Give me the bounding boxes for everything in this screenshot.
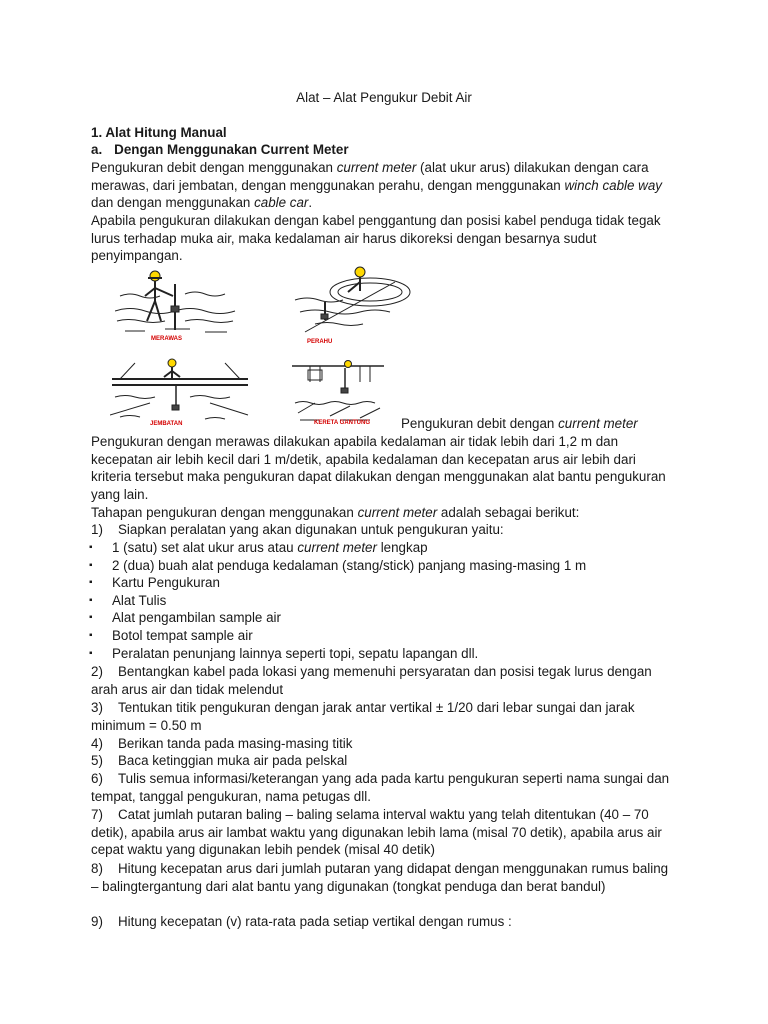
equipment-list (91, 539, 679, 662)
bullet-icon: ▪ (89, 647, 93, 659)
figure-perahu (285, 262, 415, 346)
paragraph-cable: Apabila pengukuran dilakukan dengan kabel penggantung dan posisi kabel penduga tidak tegak lurus terhadap muka air, maka kedalaman air harus dikoreksi dengan besarnya sudut penyimpangan. (91, 213, 661, 264)
step-number: 9) (91, 914, 103, 929)
step-3 (91, 699, 679, 734)
paragraph-steps-intro (91, 504, 679, 522)
figure-kereta-gantung (290, 358, 386, 428)
section-heading-a (91, 141, 679, 159)
step-text: Tentukan titik pengukuran dengan jarak antar vertikal ± 1/20 dari lebar sungai dan jarak minimum = 0.50 m (91, 700, 635, 733)
jembatan-illustration (110, 357, 250, 429)
step-number: 1) (91, 522, 103, 537)
bullet-text-4: Alat Tulis (112, 592, 167, 608)
step-number: 7) (91, 807, 103, 822)
step-number: 3) (91, 700, 103, 715)
para1-italic-1: current meter (336, 160, 417, 175)
step-7 (91, 806, 679, 859)
para4-italic-1: current meter (357, 505, 438, 520)
figure-label-merawas: MERAWAS (151, 336, 183, 342)
bullet-text-1: 1 (satu) set alat ukur arus atau (112, 540, 298, 555)
step-5 (91, 752, 679, 770)
section-label: Dengan Menggunakan Current Meter (114, 142, 349, 157)
bullet-icon: ▪ (89, 559, 93, 571)
step-number: 4) (91, 736, 103, 751)
bullet-text-3: Kartu Pengukuran (112, 575, 220, 591)
perahu-illustration (285, 262, 415, 346)
para1-text-1: Pengukuran debit dengan menggunakan (91, 160, 337, 175)
para1-text-2: (alat ukur arus) dilakukan dengan cara merawas, dari jembatan, dengan menggunakan perahu, dengan menggunakan (91, 160, 649, 193)
bullet-text-2: 2 (dua) buah alat penduga kedalaman (stang/stick) panjang masing-masing 1 m (112, 557, 587, 573)
step-4 (91, 735, 679, 753)
list-item (91, 645, 679, 663)
figure-label-perahu: PERAHU (307, 339, 333, 345)
document-title: Alat – Alat Pengukur Debit Air (296, 90, 472, 105)
list-item (91, 539, 679, 557)
figure-merawas (115, 266, 243, 346)
step-text: Baca ketinggian muka air pada pelskal (118, 753, 348, 768)
list-item (91, 609, 679, 627)
list-item (91, 574, 679, 592)
bullet-italic-1: current meter (297, 540, 377, 555)
para1-italic-3: cable car (254, 195, 309, 211)
para1-italic-2: winch cable way (564, 177, 662, 193)
list-item (91, 627, 679, 645)
section-marker: a. (91, 142, 103, 157)
kereta-gantung-illustration (290, 358, 386, 428)
step-text: Hitung kecepatan arus dari jumlah putaran yang didapat dengan menggunakan rumus baling – balingtergantung dari alat bantu yang digunakan (tongkat penduga dan berat bandul) (91, 861, 669, 894)
bullet-icon: ▪ (89, 612, 93, 624)
caption-text: Pengukuran debit dengan (401, 416, 559, 431)
step-text: Catat jumlah putaran baling – baling selama interval waktu yang telah ditentukan (40 – 70 detik), apabila arus air lambat waktu yang digunakan lebih lama (misal 70 detik), apabila arus air cepat waktu yang digunakan lebih pendek (misal 40 detik) (91, 807, 662, 858)
step-1 (91, 521, 679, 539)
bullet-icon: ▪ (89, 577, 93, 589)
para1-text-3: dan dengan menggunakan (91, 195, 255, 211)
merawas-illustration (115, 266, 243, 346)
step-2 (91, 663, 679, 698)
section-heading-1: 1. Alat Hitung Manual (91, 125, 227, 140)
bullet-text-6: Botol tempat sample air (112, 627, 253, 643)
figure-caption (401, 415, 638, 433)
bullet-icon: ▪ (89, 629, 93, 641)
bullet-text-1b: lengkap (376, 540, 428, 555)
step-text: Hitung kecepatan (v) rata-rata pada setiap vertikal dengan rumus : (118, 914, 512, 929)
step-number: 2) (91, 664, 103, 679)
step-8 (91, 860, 679, 895)
figure-jembatan (110, 357, 250, 429)
para4-text-1: Tahapan pengukuran dengan menggunakan (91, 505, 358, 520)
step-number: 8) (91, 861, 103, 876)
step-number: 6) (91, 771, 103, 786)
caption-italic: current meter (558, 416, 638, 431)
list-item (91, 557, 679, 575)
step-text: Berikan tanda pada masing-masing titik (118, 736, 353, 751)
paragraph-merawas: Pengukuran dengan merawas dilakukan apabila kedalaman air tidak lebih dari 1,2 m dan kecepatan air lebih kecil dari 1 m/detik, apabila kedalaman dan kecepatan arus air lebih dari kriteria tersebut maka pengukuran dapat dilakukan dengan menggunakan alat bantu pengukuran yang lain. (91, 434, 666, 502)
bullet-text-5: Alat pengambilan sample air (112, 610, 281, 626)
step-text: Tulis semua informasi/keterangan yang ada pada kartu pengukuran seperti nama sungai dan tempat, tanggal pengukuran, nama petugas dll. (91, 771, 670, 804)
step-number: 5) (91, 753, 103, 768)
step-text: Bentangkan kabel pada lokasi yang memenuhi persyaratan dan posisi tegak lurus dengan arah arus air dan tidak melendut (91, 664, 652, 697)
figure-label-jembatan: JEMBATAN (150, 421, 183, 427)
para4-text-2: adalah sebagai berikut: (437, 505, 580, 520)
paragraph-intro (91, 159, 679, 212)
list-item (91, 592, 679, 610)
step-9 (91, 913, 679, 931)
step-text: Siapkan peralatan yang akan digunakan untuk pengukuran yaitu: (118, 522, 504, 537)
bullet-icon: ▪ (89, 594, 93, 606)
step-6 (91, 770, 679, 805)
bullet-icon: ▪ (89, 542, 93, 553)
para1-text-4: . (308, 195, 313, 211)
bullet-text-7: Peralatan penunjang lainnya seperti topi, sepatu lapangan dll. (112, 645, 479, 661)
figure-label-kereta-gantung: KERETA GANTUNG (314, 420, 370, 426)
